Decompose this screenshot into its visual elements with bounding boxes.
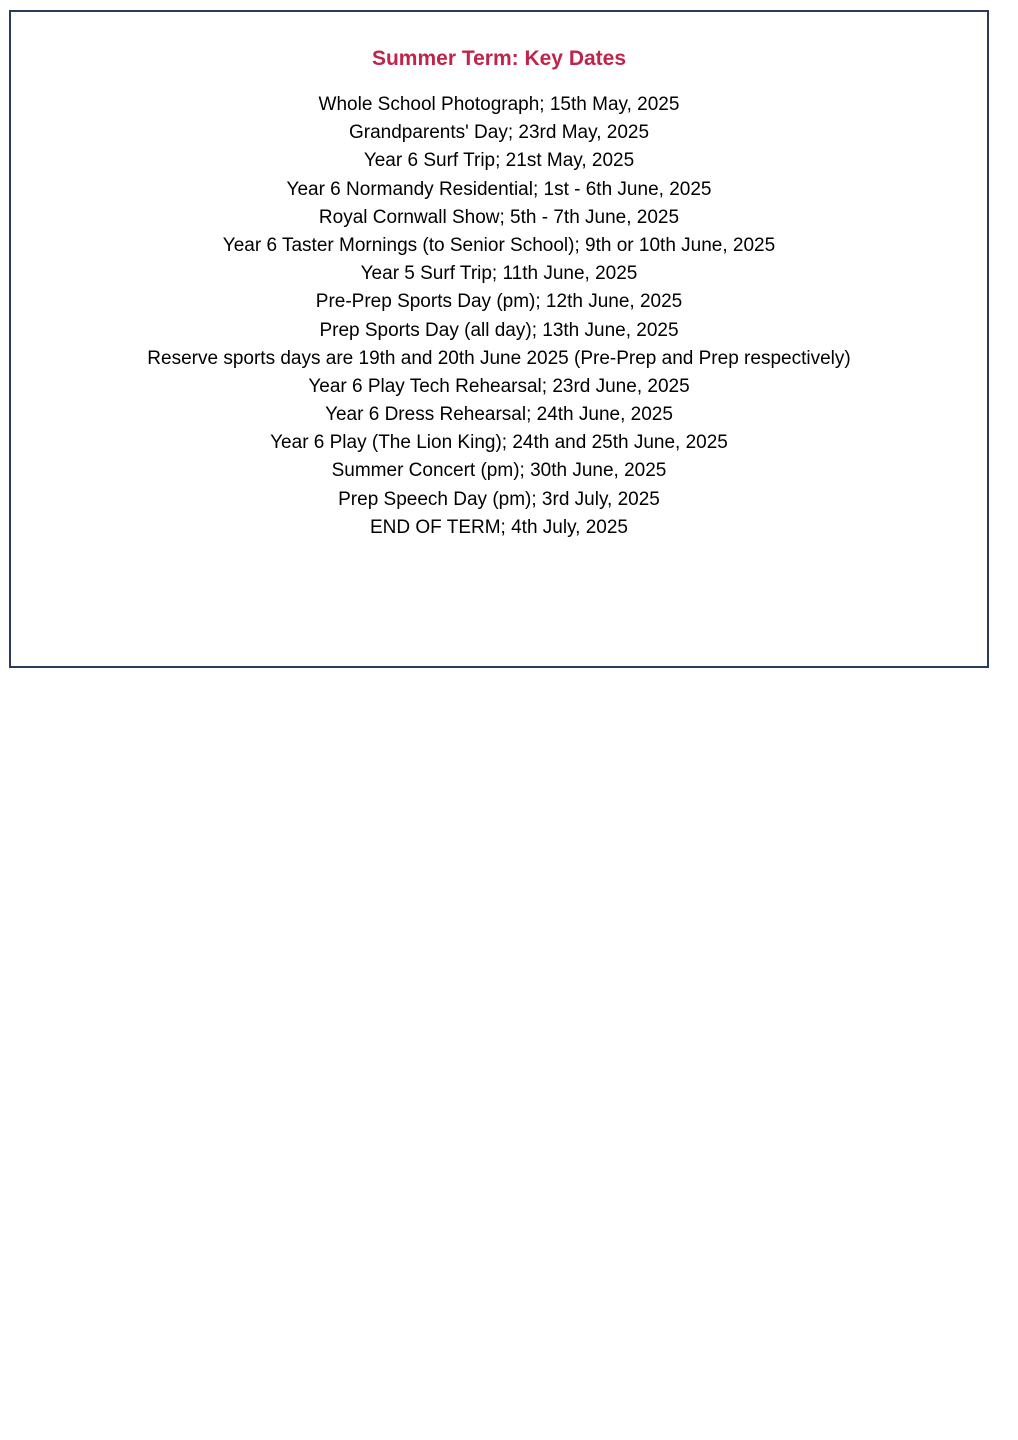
list-item: Prep Sports Day (all day); 13th June, 2025 <box>319 319 679 341</box>
list-item: Year 6 Play Tech Rehearsal; 23rd June, 2025 <box>308 375 690 397</box>
panel-title: Summer Term: Key Dates <box>371 47 627 70</box>
list-item: Whole School Photograph; 15th May, 2025 <box>318 94 680 115</box>
list-item: Year 6 Dress Rehearsal; 24th June, 2025 <box>325 404 673 426</box>
list-item: Reserve sports days are 19th and 20th June 2025 (Pre-Prep and Prep respectively) <box>147 347 851 369</box>
list-item: Year 6 Taster Mornings (to Senior School); 9th or 10th June, 2025 <box>222 234 776 256</box>
list-item: Prep Speech Day (pm); 3rd July, 2025 <box>338 488 660 510</box>
list-item: Pre-Prep Sports Day (pm); 12th June, 2025 <box>315 291 683 313</box>
list-item: Year 5 Surf Trip; 11th June, 2025 <box>360 263 638 285</box>
list-item: Grandparents' Day; 23rd May, 2025 <box>348 122 650 144</box>
list-item: Year 6 Normandy Residential; 1st - 6th June, 2025 <box>286 178 712 200</box>
list-item: Year 6 Surf Trip; 21st May, 2025 <box>363 150 635 172</box>
key-dates-list <box>11 91 987 542</box>
list-item: Summer Concert (pm); 30th June, 2025 <box>331 460 667 482</box>
list-item: END OF TERM; 4th July, 2025 <box>370 516 628 538</box>
list-item: Royal Cornwall Show; 5th - 7th June, 2025 <box>318 206 680 228</box>
key-dates-panel <box>9 10 989 668</box>
list-item: Year 6 Play (The Lion King); 24th and 25th June, 2025 <box>270 432 728 454</box>
